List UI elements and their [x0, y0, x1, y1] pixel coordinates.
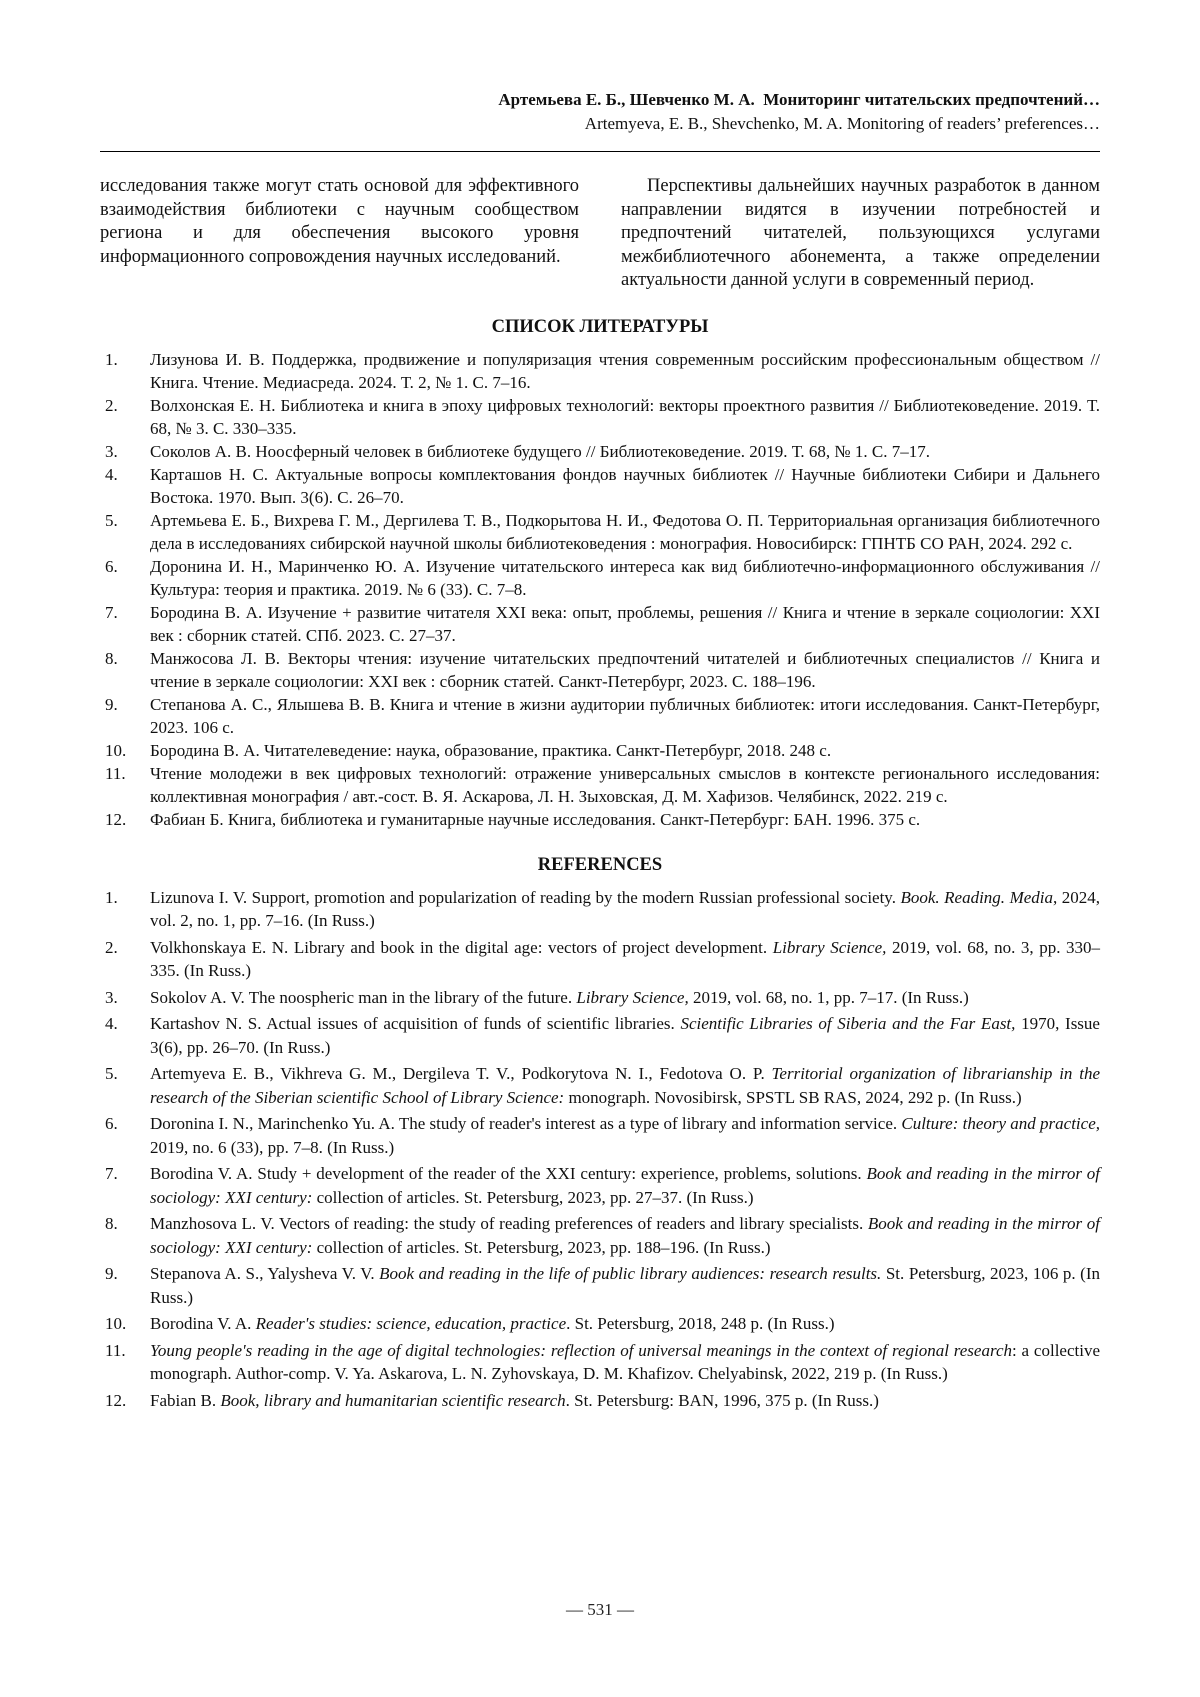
reference-item: [100, 808, 1100, 831]
bibliography-title: СПИСОК ЛИТЕРАТУРЫ: [491, 316, 709, 337]
reference-text: Borodina V. A. Study + development of the reader of the XXI century: experience, problems, solutions. Book and reading in the mirror of sociology: XXI century: collection of articles. St. Petersburg, 2023, pp. 27–37. (In Russ.): [150, 1164, 1101, 1207]
reference-item: [100, 1012, 1100, 1059]
running-header-ru: Артемьева Е. Б., Шевченко М. А. Мониторинг читательских предпочтений…: [498, 90, 1100, 109]
reference-text: Лизунова И. В. Поддержка, продвижение и популяризация чтения современным российским профессиональным обществом // Книга. Чтение. Медиасреда. 2024. Т. 2, № 1. С. 7–16.: [150, 349, 1100, 392]
reference-number: 6.: [105, 556, 118, 576]
reference-item: [100, 693, 1100, 739]
reference-number: 12.: [105, 809, 127, 829]
reference-number: 6.: [105, 1114, 118, 1133]
reference-item: [100, 1112, 1100, 1159]
reference-number: 5.: [105, 1064, 118, 1083]
reference-item: [100, 555, 1100, 601]
reference-text: Sokolov A. V. The noospheric man in the library of the future. Library Science, 2019, vol. 68, no. 1, pp. 7–17. (In Russ.): [150, 987, 969, 1007]
reference-text: Волхонская Е. Н. Библиотека и книга в эпоху цифровых технологий: векторы проектного развития // Библиотековедение. 2019. Т. 68, № 3. С. 330–335.: [150, 395, 1100, 438]
reference-number: 9.: [105, 1264, 118, 1283]
reference-text: Чтение молодежи в век цифровых технологий: отражение универсальных смыслов в контексте регионального исследования: коллективная монография / авт.-сост. В. Я. Аскарова, Л. Н. Зыховская, Д. М. Хафизов. Челябинск, 2022. 219 с.: [150, 763, 1100, 806]
reference-item: [100, 463, 1100, 509]
page-number: — 531 —: [566, 1600, 634, 1619]
reference-text: Borodina V. A. Reader's studies: science, education, practice. St. Petersburg, 2018, 248 p. (In Russ.): [150, 1314, 835, 1333]
body-column-right: Перспективы дальнейших научных разработок в данном направлении видятся в изучении потребностей и предпочтений читателей, пользующихся услугами межбиблиотечного абонемента, а также определении актуальности данной услуги в современный период.: [621, 176, 1100, 290]
reference-item: [100, 509, 1100, 555]
references-list: [100, 886, 1100, 1413]
reference-text: Карташов Н. С. Актуальные вопросы комплектования фондов научных библиотек // Научные библиотеки Сибири и Дальнего Востока. 1970. Вып. 3(6). С. 26–70.: [150, 464, 1100, 507]
reference-number: 11.: [105, 763, 126, 783]
reference-item: [100, 601, 1100, 647]
reference-text: Stepanova A. S., Yalysheva V. V. Book and reading in the life of public library audiences: research results. St. Petersburg, 2023, 106 p. (In Russ.): [150, 1264, 1100, 1307]
reference-number: 10.: [105, 1314, 127, 1333]
reference-text: Доронина И. Н., Маринченко Ю. А. Изучение читательского интереса как вид библиотечно-информационного обслуживания // Культура: теория и практика. 2019. № 6 (33). С. 7–8.: [150, 556, 1100, 599]
reference-item: [100, 440, 1100, 463]
reference-text: Fabian B. Book, library and humanitarian scientific research. St. Petersburg: BAN, 1996, 375 p. (In Russ.): [150, 1390, 879, 1410]
reference-item: [100, 1262, 1100, 1309]
reference-item: [100, 1339, 1100, 1386]
reference-number: 8.: [105, 1214, 118, 1233]
reference-number: 1.: [105, 349, 118, 369]
reference-text: Бородина В. А. Читателеведение: наука, образование, практика. Санкт-Петербург, 2018. 248 с.: [150, 740, 832, 760]
bibliography-list: [100, 348, 1100, 831]
running-header: [100, 88, 1100, 136]
reference-number: 7.: [105, 1164, 118, 1183]
reference-item: [100, 1312, 1100, 1336]
reference-item: [100, 762, 1100, 808]
reference-number: 4.: [105, 1014, 118, 1033]
reference-item: [100, 886, 1100, 933]
reference-item: [100, 348, 1100, 394]
running-header-en: Artemyeva, E. B., Shevchenko, M. A. Monitoring of readers’ preferences…: [584, 114, 1100, 133]
reference-text: Манжосова Л. В. Векторы чтения: изучение читательских предпочтений читателей и библиотечных специалистов // Книга и чтение в зеркале социологии: XXI век : сборник статей. Санкт-Петербург, 2023. С. 188–196.: [150, 648, 1100, 691]
reference-item: [100, 986, 1100, 1010]
reference-item: [100, 647, 1100, 693]
reference-item: [100, 1212, 1100, 1259]
reference-item: [100, 1162, 1100, 1209]
reference-number: 11.: [105, 1340, 126, 1360]
references-title: REFERENCES: [537, 854, 663, 875]
reference-number: 7.: [105, 602, 118, 622]
reference-number: 2.: [105, 395, 118, 415]
reference-number: 9.: [105, 694, 118, 714]
reference-text: Фабиан Б. Книга, библиотека и гуманитарные научные исследования. Санкт-Петербург: БАН. 1996. 375 с.: [150, 809, 921, 829]
reference-number: 3.: [105, 987, 118, 1007]
header-divider: [100, 151, 1100, 152]
reference-text: Степанова А. С., Ялышева В. В. Книга и чтение в жизни аудитории публичных библиотек: итоги исследования. Санкт-Петербург, 2023. 106 с.: [150, 694, 1100, 737]
reference-item: [100, 739, 1100, 762]
reference-text: Бородина В. А. Изучение + развитие читателя XXI века: опыт, проблемы, решения // Книга и чтение в зеркале социологии: XXI век : сборник статей. СПб. 2023. С. 27–37.: [150, 602, 1100, 645]
reference-text: Artemyeva E. B., Vikhreva G. M., Dergileva T. V., Podkorytova N. I., Fedotova O. P. Territorial organization of librarianship in the research of the Siberian scientific School of Library Science: monograph. Novosibirsk, SPSTL SB RAS, 2024, 292 p. (In Russ.): [150, 1064, 1101, 1107]
reference-text: Manzhosova L. V. Vectors of reading: the study of reading preferences of readers and library specialists. Book and reading in the mirror of sociology: XXI century: collection of articles. St. Petersburg, 2023, pp. 188–196. (In Russ.): [150, 1214, 1100, 1257]
reference-number: 3.: [105, 441, 118, 461]
reference-number: 1.: [105, 887, 118, 907]
reference-number: 4.: [105, 464, 118, 484]
reference-text: Соколов А. В. Ноосферный человек в библиотеке будущего // Библиотековедение. 2019. Т. 68, № 1. С. 7–17.: [150, 441, 930, 461]
reference-text: Volkhonskaya E. N. Library and book in the digital age: vectors of project development. Library Science, 2019, vol. 68, no. 3, pp. 330–335. (In Russ.): [150, 937, 1100, 980]
reference-number: 8.: [105, 648, 118, 668]
reference-text: Lizunova I. V. Support, promotion and popularization of reading by the modern Russian professional society. Book. Reading. Media, 2024, vol. 2, no. 1, pp. 7–16. (In Russ.): [150, 887, 1101, 930]
reference-number: 2.: [105, 937, 118, 957]
reference-item: [100, 1389, 1100, 1413]
reference-number: 10.: [105, 740, 127, 760]
reference-number: 12.: [105, 1390, 127, 1410]
reference-text: Артемьева Е. Б., Вихрева Г. М., Дергилева Т. В., Подкорытова Н. И., Федотова О. П. Территориальная организация библиотечного дела в исследованиях сибирской научной школы библиотековедения : монография. Новосибирск: ГПНТБ СО РАН, 2024. 292 с.: [150, 510, 1100, 553]
reference-text: Doronina I. N., Marinchenko Yu. A. The study of reader's interest as a type of library and information service. Culture: theory and practice, 2019, no. 6 (33), pp. 7–8. (In Russ.): [150, 1114, 1100, 1157]
reference-item: [100, 394, 1100, 440]
reference-item: [100, 1062, 1100, 1109]
reference-number: 5.: [105, 510, 118, 530]
page-footer: [0, 1600, 1200, 1620]
reference-item: [100, 936, 1100, 983]
reference-text: Young people's reading in the age of digital technologies: reflection of universal meanings in the context of regional research: a collective monograph. Author-comp. V. Ya. Askarova, L. N. Zyhovskaya, D. M. Khafizov. Chelyabinsk, 2022, 219 p. (In Russ.): [150, 1340, 1100, 1383]
body-column-left: исследования также могут стать основой для эффективного взаимодействия библиотеки с научным сообществом региона и для обеспечения высокого уровня информационного сопровождения научных исследований.: [100, 176, 579, 267]
article-body-columns: [100, 175, 1100, 293]
reference-text: Kartashov N. S. Actual issues of acquisition of funds of scientific libraries. Scientific Libraries of Siberia and the Far East, 1970, Issue 3(6), pp. 26–70. (In Russ.): [150, 1014, 1100, 1057]
